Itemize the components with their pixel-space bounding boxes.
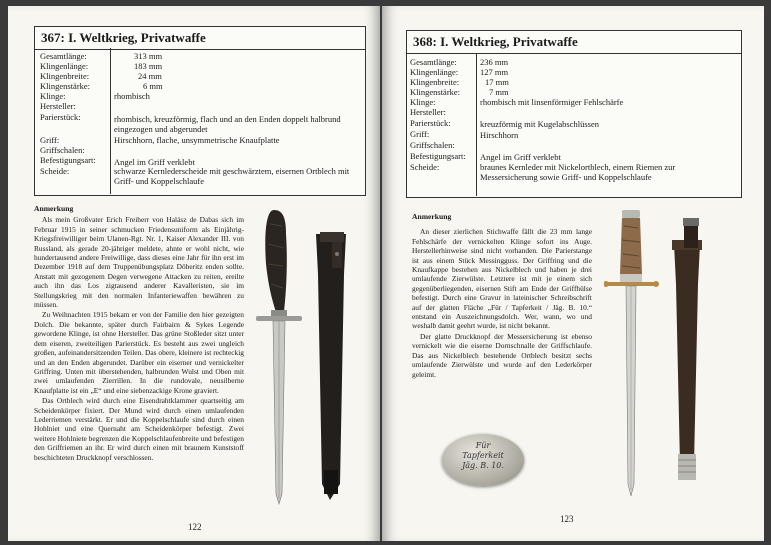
engraving-line: Jäg. B. 10. [462, 461, 504, 470]
engraving-line: Für [475, 441, 491, 450]
spec-label: Klinge: [410, 97, 436, 107]
left-note [34, 204, 244, 463]
spec-value: 183 mm [134, 61, 163, 71]
spec-value: 313 mm [134, 51, 163, 61]
dagger-368-photo [604, 204, 754, 514]
note-paragraph: Als mein Großvater Erich Freiherr von Halász de Dabas sich im Februar 1915 in seiner schmucken Friedensuniform als Einjährig-Kriegsfreiwilliger beim Ulanen-Rgt. Nr. 1, Kaiser Alexander III. von Russland, als gerade 20-jähriger meldete, ahnte er wohl nicht, wie hundertausend andere Freiwillige, dass dieses eine Jahr für ihn erst im Dezember 1918 auf dem Truppenübungsplatz Döberitz enden sollte. Anstatt mit gezogenem Degen verwegene Attacken zu reiten, ereilte auch ihn das Los zigtausend anderer Kavalleristen, sie im Stellungskrieg mit den normalen Infanteriewaffen bewähren zu müssen. [34, 215, 244, 310]
spec-label: Klingenlänge: [40, 61, 89, 71]
spec-label: Griff: [40, 135, 60, 145]
spec-value: kreuzförmig mit Kugelabschlüssen [480, 119, 599, 129]
spec-label: Klinge: [40, 91, 66, 101]
spec-label: Griff: [410, 129, 430, 139]
spec-value: schwarze Kernlederscheide mit geschwärztem, eisernen Ortblech mit Griff- und Koppelschlaufe [114, 166, 350, 186]
spec-label: Klingenstärke: [410, 87, 461, 97]
spec-label: Befestigungsart: [40, 155, 96, 165]
spec-value: rhombisch, kreuzförmig, flach und an den Enden doppelt halbrund eingezogen und abgerundet [114, 114, 341, 134]
note-title: Anmerkung [34, 204, 74, 213]
spec-label: Parierstück: [410, 118, 451, 128]
note-paragraph: An dieser zierlichen Stichwaffe fällt die 23 mm lange Fehlschärfe der vernickelten Klinge sofort ins Auge. Herstellerhinweise sind nicht vorhanden. Die Parierstange ist aus einem Stück Messingguss. Der Griffring und die Knaufkappe bestehen aus Nickelblech und haben je drei umlaufende Zierwülste. Letztere ist mit je einem sich gegenüberliegenden, eisernen Stift am Ende der Griffhülse befestigt. Durch eine Gravur in lateinischer Schreibschrift auf der glatten Fläche „Für / Tapferkeit / Jäg. B. 10.“ entstand ein Auszeichnungsdolch. Wer, wann, wo und weshalb damit geehrt wurde, ist nicht bekannt. [412, 227, 592, 331]
note-paragraph: Der glatte Druckknopf der Messersicherung ist ebenso vernickelt wie die eiserne Dornschnalle der Griffschlaufe. Das aus Nickelblech bestehende Ortblech besitzt sechs umlaufende Zierwülste und wurde auf den Lederkörper geleimt. [412, 331, 592, 379]
spec-value: 24 mm [138, 71, 162, 81]
note-paragraph: Das Ortblech wird durch eine Eisendrahtklammer quartseitig am Scheidenkörper fixiert. Der Mund wird durch einen umlaufenden Lederriemen verstärkt. Er und die Koppelschlaufe sind durch einen Hohlniet und eine Quernaht am Scheidenkörper befestigt. Zwei weitere Hohlniete begrenzen die Koppelschlaufenbreite und befestigen den Griffriemen an ihr. Er wird durch einen mit braunem Kunststoff beschichteten Druckknopf verschlossen. [34, 396, 244, 462]
spec-label: Klingenlänge: [410, 67, 459, 77]
right-page-number: 123 [560, 514, 574, 524]
right-spec-table [410, 57, 736, 193]
right-heading: 368: I. Weltkrieg, Privatwaffe [407, 31, 741, 54]
spec-value: braunes Kernleder mit Nickelortblech, einem Riemen zur Messersicherung sowie Griff- und Koppelschlaufe [480, 162, 676, 182]
spec-value: Angel im Griff verklebt [480, 152, 561, 162]
spec-value: rhombisch mit linsenförmiger Fehlschärfe [480, 97, 624, 107]
spec-label: Klingenbreite: [40, 71, 90, 81]
spec-value: 17 mm [485, 77, 509, 87]
spec-label: Klingenstärke: [40, 81, 91, 91]
spec-value: Hirschhorn, flache, unsymmetrische Knaufplatte [114, 135, 280, 145]
right-note [412, 212, 592, 380]
spec-value: Angel im Griff verklebt [114, 157, 195, 167]
spec-value: Hirschhorn [480, 130, 519, 140]
dagger-367-photo [246, 204, 364, 514]
engraving-text [448, 441, 518, 471]
note-title: Anmerkung [412, 212, 452, 221]
spec-value: 7 mm [489, 87, 509, 97]
spec-label: Hersteller: [40, 101, 76, 111]
spec-value: rhombisch [114, 91, 150, 101]
spec-label: Gesamtlänge: [40, 51, 87, 61]
spec-label: Gesamtlänge: [410, 57, 457, 67]
spec-label: Scheide: [40, 166, 70, 176]
right-page [382, 6, 764, 541]
spec-label: Griffschalen: [410, 140, 455, 150]
spec-label: Befestigungsart: [410, 151, 466, 161]
left-spec-table [40, 51, 360, 191]
spec-label: Griffschalen: [40, 145, 85, 155]
spec-label: Scheide: [410, 162, 440, 172]
left-page-number: 122 [188, 522, 202, 532]
spec-label: Hersteller: [410, 107, 446, 117]
spec-label: Parierstück: [40, 112, 81, 122]
spec-label: Klingenbreite: [410, 77, 460, 87]
left-page [8, 6, 380, 541]
spec-value: 6 mm [143, 81, 163, 91]
note-paragraph: Zu Weihnachten 1915 bekam er von der Familie den hier gezeigten Dolch. Die bekannte, später durch Fairbairn & Sykes Legende gewordene Klinge, ist ohne Hersteller. Das grüne Stoßleder sitzt unter dem eiseren, zweiteiligen Parierstück. Es besteht aus zwei ungleich großen, aufeinandersitzenden Teilen. Das obere, kleinere ist rechteckig und an den Enden abgerundet. Darüber ein eiserner und vernickelter Griffring. Unten mit überstehenden, halbrunden Wulst und Oben mit zwei umlaufenden Zierrillen. In die rundovale, neusilberne Knaufplatte ist ein „E“ und eine siebenzackige Krone graviert. [34, 310, 244, 395]
left-heading: 367: I. Weltkrieg, Privatwaffe [35, 27, 365, 50]
spec-value: 127 mm [480, 67, 509, 77]
spec-value: 236 mm [480, 57, 509, 67]
engraving-line: Tapferkeit [462, 451, 504, 460]
